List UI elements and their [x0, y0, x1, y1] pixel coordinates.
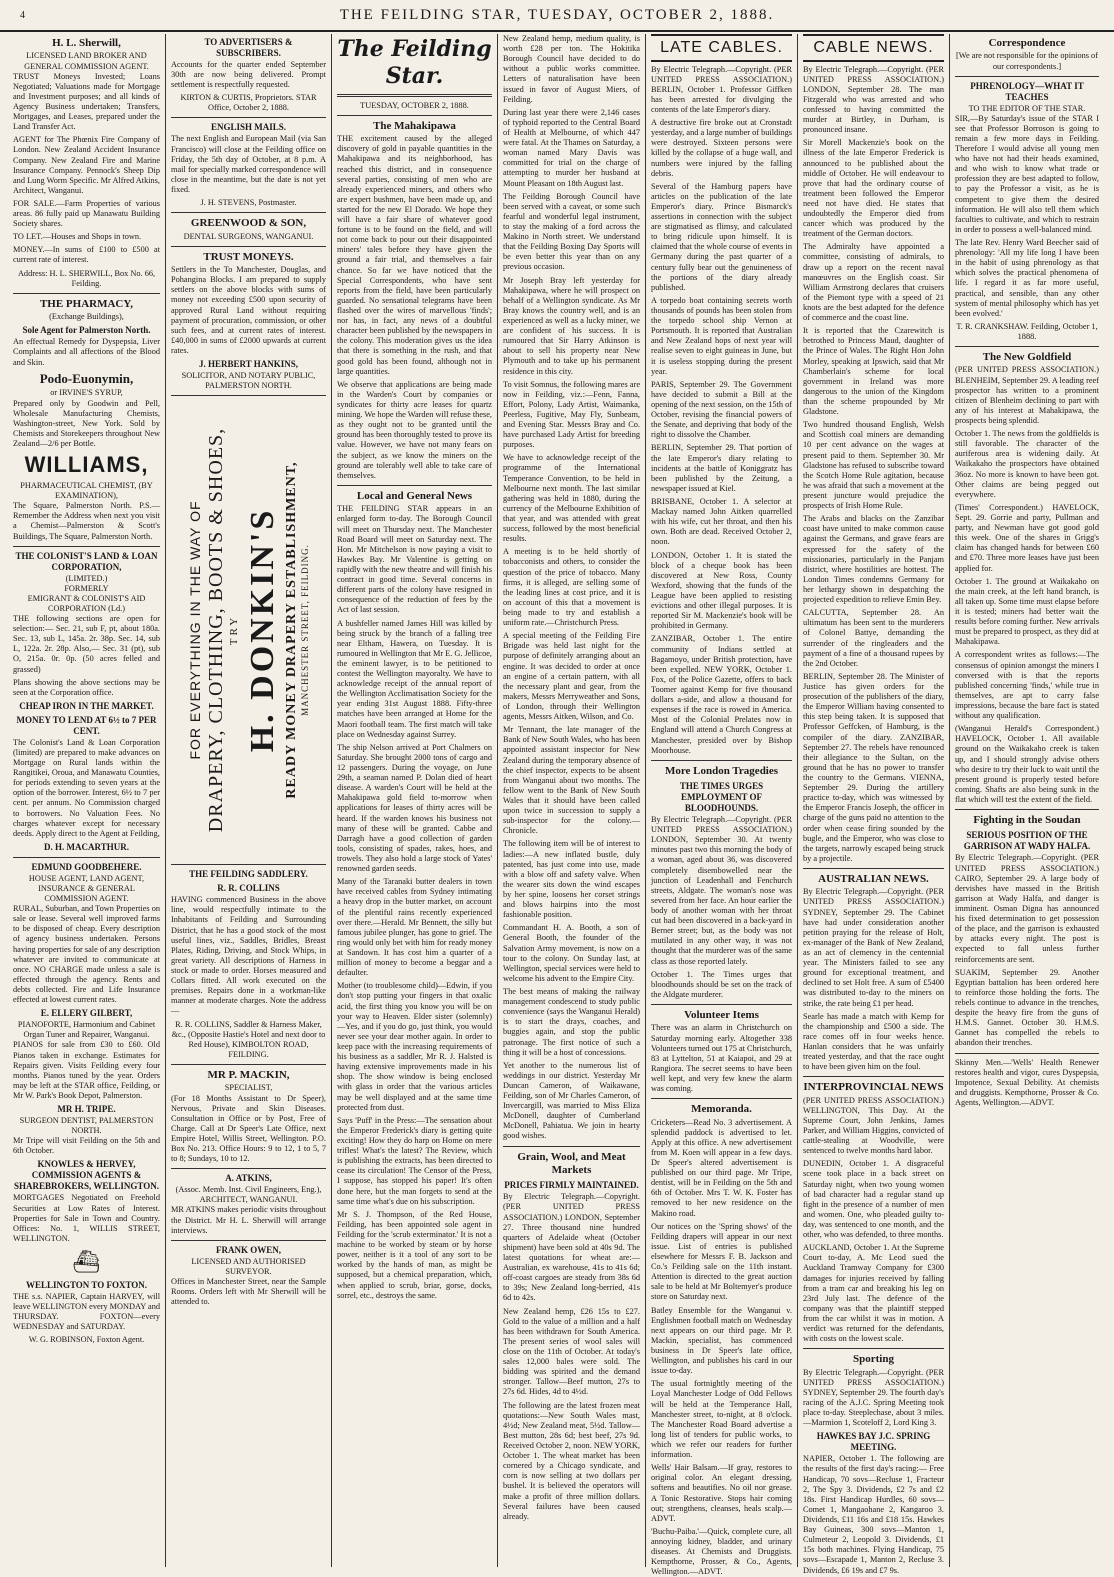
hankins-heading: J. HERBERT HANKINS, — [198, 359, 299, 370]
greenwood-heading: GREENWOOD & SON, — [190, 217, 307, 230]
pharmacy-text: An effectual Remedy for Dyspepsia, Liver Complaints and all affections of the Blood and Skin. — [13, 337, 160, 367]
atkins-heading: A. ATKINS, — [225, 1173, 272, 1184]
divider — [171, 395, 326, 396]
masthead-title: THE FEILDING STAR, TUESDAY, OCTOBER 2, 1888. — [339, 6, 775, 23]
phrenology-signature: T. R. CRANKSHAW. Feilding, October 1, 1888. — [956, 321, 1098, 341]
owen-heading: FRANK OWEN, — [216, 1244, 281, 1255]
tragedies-text-2: October 1. The Times urges that bloodhounds should be set on the track of the Aldgate murderer. — [651, 969, 792, 999]
goldfield-text-5: A correspondent writes as follows:—The consensus of opinion amongst the miners I conversed with is that the reports published concerning 'finds,' while true in themselves, are apt to carry false impressions, because the bare fact is stated without any qualification. — [955, 650, 1099, 721]
saddlery-signature: R. R. COLLINS, Saddler & Harness Maker, &c., (Opposite Hastie's Hotel and next door to Red House), KIMBOLTON ROAD, FEILDING. — [171, 1019, 326, 1059]
goodbehere-text: RURAL, Suburban, and Town Properties on sale or lease. Several well improved farms to be disposed of cheap. Every description of agency business undertaken. Persons having properties for sale of any description whatever are invited to communicate at once. NO CHARGE made unless a sale is effected through the agency. Rents and debts collected. Fire and Life Insurance effected at lowest current rates. — [13, 904, 160, 1005]
foxton-text: THE s.s. NAPIER, Captain HARVEY, will leave WELLINGTON every MONDAY and THURSDAY. FOXTON—every WEDNESDAY and SATURDAY. — [13, 1291, 161, 1332]
divider — [955, 1053, 1099, 1054]
local-news-text-7: Mr S. J. Thompson, of the Red House, Feilding, has been appointed sole agent in Feilding for the 'scrub exterminator.' It is not a machine to be worked by steam or by horse power, neither is it a tool of any sort to be worked by the hands of man, as might be supposed, but a chemical preparation, which, when applied to scrub, briar, gorse, docks, sorrel, etc., destroys the same. — [337, 1209, 492, 1300]
column-3 — [331, 34, 497, 1567]
saddlery-text: HAVING commenced Business in the above line, would respectfully intimate to the Inhabitants of Feilding and Surrounding District, that he has a good stock of the most useful lines, viz., Saddles, Bridles, Breast Plates, Riding, Driving, and Stock Whips, in great variety. All descriptions of Harness in stock or made to order. Horses measured and Collars fitted. All work executed on the premises. Repairs done in a workman-like manner at moderate charges. Note the address— — [171, 895, 326, 1016]
divider — [171, 1064, 326, 1065]
williams-subheading: PHARMACEUTICAL CHEMIST, (BY EXAMINATION), — [20, 480, 153, 501]
memoranda-text-5: Wells' Hair Balsam.—If gray, restores to original color. An elegant dressing, softens and beautifies. No oil nor grease. A Tonic Restorative. Stops hair coming out; strengthens, cleanses, heals scalp.—ADVT. — [651, 1463, 792, 1523]
goldfield-text-1: (PER UNITED PRESS ASSOCIATION.) BLENHEIM, September 29. A leading reef prospector has written to a prominent citizen of Blenheim declining to part with any of his interest at Mahakipawa, the prospects being splendid. — [955, 365, 1099, 426]
divider — [13, 857, 160, 858]
divider — [171, 1240, 326, 1241]
memoranda-heading: Memoranda. — [691, 1103, 752, 1116]
sporting-text-2: NAPIER, October 1. The following are the results of the first day's racing:— Free Handicap, 70 sovs—Recluse 1, Fracteur 2, The Spy 3. Dividends, £2 7s and £2 18s. First Handicap Hurdles, 60 sovs—Comet 1, Mangaohane 2, Kangaroo 3. Dividends, £11 16s and £18 15s. Hawkes Bay Guineas, 300 sovs—Manton 1, Culmeteur 2, Leopold 3. Dividends, £1 15s both machines. Flying Handicap, 75 sovs—Escapade 1, Manton 2, Recluse 3. Dividends, £6 19s and £7 9s. — [803, 1454, 944, 1575]
divider — [13, 293, 160, 294]
phrenology-heading: PHRENOLOGY—WHAT IT TEACHES — [970, 80, 1084, 102]
advertisers-signature: KIRTON & CURTIS, Proprietors. STAR Office, October 2, 1888. — [180, 93, 317, 113]
sherwill-name: H. L. Sherwill, — [52, 37, 121, 49]
tragedies-heading: More London Tragedies — [664, 764, 779, 777]
trust-moneys-text: Settlers in the To Manchester, Douglas, and Pohangina Blocks. I am prepared to supply settlers on the above blocks with sums of money not exceeding £500 upon security of approved Rural Land without requiring payment of procuration, commission, or other such fees, and at current rates of interest. £40,000 in sums of £2000 upwards at current rates. — [171, 265, 326, 356]
cable-news-text-6: The Arabs and blacks on the Zanzibar coast have united to make common cause against the Germans, and grave fears are expressed for the safety of the missionaries, particularly in the Panjam district, where hostilities are hottest. The London Times condemns Germany for her lethargy shown in despatching the projected expedition to relieve Emin Bey. — [803, 514, 944, 605]
cable-news-text-1: By Electric Telegraph.—Copyright. (PER UNITED PRESS ASSOCIATION.) LONDON, September 28. The man Fitzgerald who was arrested and who confessed to having committed the murder at Birtley, in Durham, is pronounced insane. — [803, 64, 944, 135]
local-news-text-1: THE FEILDING STAR appears in an enlarged form to-day. The Borough Council will meet on Thursday next. The Manchester Road Board will meet on Saturday next. The Hon. Mr Mitchelson is now paying a visit to Hawkes Bay. Mr Valentine is getting on rapidly with the new theatre and will finish his contract in good time. Several concerns in different parts of the colony have resigned in consequence of the reduction of fees by the Act of last session. — [337, 504, 492, 615]
podo-heading: Podo-Euonymin, — [39, 370, 134, 386]
memoranda-text-1: Cricketers—Read No. 3 advertisement. A splendid paddock is advertised to let. Apply at this office. A new advertisement from M. Koen will appear in a few days. Dr Speer's altered advertisement is published on our third page. Mr Tripe, dentist, will be in Feilding on the 5th and 6th of October. Mrs T. W. K. Foster has removed to her new residence on the Makino road. — [651, 1117, 792, 1218]
interprovincial-text-1: (PER UNITED PRESS ASSOCIATION.) WELLINGTON, This Day. At the Supreme Court, John Jenkins, James Parker, and William Higgins, convicted of cattle-stealing at Woodville, were sentenced to twelve months hard labor. — [803, 1095, 944, 1156]
sporting-heading: Sporting — [853, 1353, 894, 1366]
divider — [171, 246, 326, 247]
knowles-text: MORTGAGES Negotiated on Freehold Securities at Low Rates of Interest. Properties for Sale in Town and Country. Offices: No. 1, WILLIS STREET, WELLINGTON. — [13, 1193, 160, 1243]
owen-subheading: LICENSED AND AUTHORISED SURVEYOR. — [191, 1256, 306, 1276]
divider — [955, 76, 1099, 77]
divider — [171, 212, 326, 213]
tripe-text: Mr Tripe will visit Feilding on the 5th and 6th October. — [13, 1136, 160, 1156]
australian-news-text-2: Searle has made a match with Kemp for the championship and £500 a side. The race comes off in four weeks hence. Hanlan considers that he was unfairly treated yesterday, and that the race ought to have been given him on the foul. — [803, 1011, 944, 1072]
local-news-text-3: The ship Nelson arrived at Port Chalmers on Saturday. She brought 2000 tons of cargo and 12 passengers. During the voyage, on June 29th, a seaman named P. Dolan died of heart disease. A warden's Court will be held at the Mahakipawa gold field to-morrow when applications for leases of thirty acres will be heard. If the warden knows his business not many of these will be granted. Cabbe and Darragh have a good collection of garden tools, consisting of spades, rakes, hoes, and trowels. They also hold a large stock of Yates' renowned garden seeds. — [337, 742, 492, 874]
podo-text: Prepared only by Goodwin and Pell, Wholesale Manufacturing Chemists, Washington-street, New York. Sold by Chemists and Storekeepers throughout New Zealand—2/6 per Bottle. — [13, 398, 160, 449]
volunteer-text: There was an alarm in Christchurch on Saturday morning early. Altogether 338 Volunteers turned out 175 at Christchurch, 83 at Lyttelton, 51 at Kaiapoi, and 29 at Rangiora. The secret seems to have been well kept, and very few knew the alarm was coming. — [651, 1023, 792, 1094]
cables-text-1: By Electric Telegraph.—Copyright. (PER UNITED PRESS ASSOCIATION.) BERLIN, October 1. Professor Giffken has been arrested for divulging the contents of the late Emperor's diary. — [651, 64, 792, 114]
sherwill-text-5: MONEY.—In sums of £100 to £500 at current rate of interest. — [13, 245, 160, 265]
colonist-heading: THE COLONIST'S LAND & LOAN CORPORATION, — [15, 550, 158, 572]
knowles-heading: KNOWLES & HERVEY, COMMISSION AGENTS & SHAREBROKERS, WELLINGTON. — [14, 1159, 159, 1192]
markets-text-2: New Zealand hemp, £26 15s to £27. Gold to the value of a million and a half has been withdrawn for South America. The present series of wool sales will close on the 11th of October. At today's sales 12,000 bales were sold. The bidding was spirited and the demand stronger. Tallow—Beef mutton, 27s to 27s 6d. Hides, 4d to 4½d. — [503, 1306, 640, 1397]
markets-text-3: The following are the latest frozen meat quotations:—New South Wales mast, 4½d; New Zealand meat, 5½d. Tallow—Best mutton, 28s 6d; best beef, 27s 9d. Received October 2, noon. NEW YORK, October 1. The wheat market has been cornered by a Chicago syndicate, and corn is now selling at two dollars per bushel. It is believed the operators will make a profit of three million dollars. Several failures have been caused already. — [503, 1400, 640, 1521]
colonist-old-name: EMIGRANT & COLONIST'S AID CORPORATION (Ld.) — [27, 593, 146, 613]
colonist-text-1: THE following sections are open for selection:— Sec. 21, sub F, pt, about 180a. Sec. 13, sub L, 145a. 2r. 38p. Sec. 14, sub L, 122a. 2r. 28p. Also,— Sec. 31 (pt), sub O, 215a. 0r. 0p. (50 acres felled and grassed) — [13, 614, 160, 674]
sherwill-text-4: TO LET.—Houses and Shops in town. — [13, 232, 142, 242]
divider — [171, 1168, 326, 1169]
cheap-iron-heading: CHEAP IRON IN THE MARKET. — [19, 700, 154, 711]
local-news-text-2: A bushfeller named James Hill was killed by being struck by the branch of a falling tree near Eltham, Hawera, on Tuesday. It is rumoured in Wellington that Mr E. G. Jellicoe, the eminent lawyer, is to be petitioned to contest the Wellington mayoralty. We have to acknowledge receipt of the annual report of the Wellington Acclimatisation Society for the year ending 31st August 1888. Fifty-three matches have been arranged at Home for the Maori football team. The first match will take place on Wednesday against Surrey. — [337, 618, 492, 739]
cables-text-5: PARIS, September 29. The Government have decided to submit a Bill at the opening of the next session, on the 15th of October, revising the financial powers of the Senate, and depriving that body of the right to dissolve the Chamber. — [651, 379, 792, 440]
cable-news-heading: CABLE NEWS. — [803, 34, 944, 62]
divider — [651, 760, 792, 761]
newspaper-columns — [8, 34, 1106, 1577]
trust-moneys-heading: TRUST MONEYS. — [203, 250, 294, 263]
colonist-limited: (LIMITED.) — [65, 573, 108, 583]
atkins-text: MR ATKINS makes periodic visits throughout the District. Mr H. L. Sherwill will arrange interviews. — [171, 1205, 326, 1235]
goldfield-text-3: (Times' Correspondent.) HAVELOCK, Sept. 29. Gorrie and party, Pullman and party, and Newman have got good gold this week. One of the shares in Grigg's claim has changed hands for between £60 and £70. Three more leases have just been applied for. — [955, 502, 1099, 573]
local-news-text-6: Says 'Puff' in the Press:—The sensation about the Emperor Frederick's diary is getting quite exciting! How they do harp on Home on mere trifles! What's the latest? The Review, which is publishing the extracts, has been directed to cease its circulation! The Censor of the Press, I suppose, has stopped his paper! It's often done here, but the man forgets to send at the same time what's due on his subscription. — [337, 1115, 492, 1206]
donkin-line-2: DRAPERY, CLOTHING, BOOTS & SHOES, — [204, 428, 227, 833]
donkin-line-5: READY MONEY DRAPERY ESTABLISHMENT, — [283, 461, 299, 799]
divider — [651, 1004, 792, 1005]
saddlery-heading: THE FEILDING SADDLERY. — [189, 869, 308, 880]
williams-heading: WILLIAMS, — [24, 452, 149, 478]
greenwood-subheading: DENTAL SURGEONS, WANGANUI. — [183, 231, 314, 241]
colonist-text-3: The Colonist's Land & Loan Corporation (limited) are prepared to make advances on Mortgage on Rural lands within the Rangitikei, Oroua, and Manawatu Counties, for periods extending to seven years at the option of the borrower. Interest, 6½ to 7 per cent. per annum. No Commission charged to borrowers. No Valuation Fees. No charges whatever except for necessary deeds. Apply direct to the Agent at Feilding, — [13, 737, 160, 838]
volunteer-heading: Volunteer Items — [684, 1009, 759, 1022]
mails-text: The next English and European Mail (via San Francisco) will close at the Feilding office on Friday, the 5th day of October, at 8 p.m. A mail for specially marked correspondence will close in the meantime, but the date is not yet fixed. — [171, 134, 326, 194]
tripe-subheading: SURGEON DENTIST, PALMERSTON NORTH. — [19, 1116, 154, 1136]
gilbert-subheading: PIANOFORTE, Harmonium and Cabinet Organ Tuner and Repairer, Wanganui. — [17, 1020, 156, 1040]
hankins-subheading: SOLICITOR, AND NOTARY PUBLIC, PALMERSTON NORTH. — [181, 371, 316, 391]
news-text-11: Commandant H. A. Booth, a son of General Booth, the founder of the Salvation Army movement, is now on a tour to the colony. On Sunday last, at Wellington, special services were held to welcome his advent to the Empire City. — [503, 923, 640, 983]
divider — [651, 1098, 792, 1099]
news-text-13: Yet another to the numerous list of weddings in our district. Yesterday Mr Duncan Cameron, of Waikawane, Feilding, son of Mr Charles Cameron, of Invercargill, was married to Miss Eliza McDonell, daughter of Cumberland McDonell, Pahiatua. We join in hearty good wishes. — [503, 1060, 640, 1141]
goodbehere-subheading: HOUSE AGENT, LAND AGENT, INSURANCE & GENERAL COMMISSION AGENT. — [28, 873, 145, 904]
news-text-1: New Zealand hemp, medium quality, is worth £28 per ton. The Hokitika Borough Council have decided to do without a public works committee. Letters of naturalisation have been issued in favor of August Miers, of Feilding. — [503, 34, 640, 104]
correspondence-heading: Correspondence — [988, 37, 1066, 49]
divider — [955, 346, 1099, 347]
pharmacy-agent: Sole Agent for Palmerston North. — [22, 325, 151, 336]
news-text-5: To visit Somnus, the following mares are now in Feilding, viz.:—Fenn, Fanna, Effort, Polony, Lady Artist, Waimanka, Peerless, Fugitive, May Fly, Sunbeam, and Evening Star. Messrs Bray and Co. have purchased Lady Artist for breeding purposes. — [503, 379, 640, 450]
colonist-formerly: FORMERLY — [64, 583, 109, 593]
soudan-subheading: SERIOUS POSITION OF THE GARRISON AT WADY HALFA. — [963, 830, 1091, 852]
donkin-advertisement — [171, 400, 326, 860]
donkin-line-1: FOR EVERYTHING IN THE WAY OF — [186, 500, 203, 760]
correspondence-note: [We are not responsible for the opinions of our correspondents.] — [956, 51, 1098, 71]
divider — [803, 868, 944, 869]
cables-text-7: BRISBANE, October 1. A selector at Mackay named John Aitken quarrelled with his wife, cut her throat, and then his own. Both are dead. Received October 2, noon. — [651, 497, 792, 547]
cable-news-text-3: The Admiralty have appointed a committee, consisting of admirals, to draw up a report on the recent naval manœuvres on the English coast. Sir William Armstrong declares that cruisers of the Piemont type with a speed of 21 knots are the best adapted for the defence of commerce and the coast line. — [803, 242, 944, 323]
divider — [803, 1076, 944, 1077]
mails-signature: J. H. STEVENS, Postmaster. — [200, 198, 297, 208]
gilbert-text: PIANOS for sale from £30 to £60. Old Pianos taken in exchange. Estimates for Repairs given. Visits Feilding every four months. Pianos tuned by the year. Orders may be left at the STAR office, Feilding, or Mr W. Park's Book Depot, Palmerston. — [13, 1040, 160, 1100]
news-text-8: A special meeting of the Feilding Fire Brigade was held last night for the purpose of definitely arranging about an engine. It was decided to order at once an engine of a certain pattern, with all the necessary plant and gear, from the makers, Messrs Merryweather and Sons, of London, through their Wellington agents, Messrs Aitken, Wilson, and Co. — [503, 631, 640, 722]
advertisers-heading: TO ADVERTISERS & SUBSCRIBERS. — [204, 37, 293, 58]
phrenology-text-1: SIR,—By Saturday's issue of the STAR I see that Professor Borroson is going to remain a few more days in Feilding. Therefore I would advise all young men who have not had their heads examined, and who wish to know what trade or profession they are best adapted to follow, to pay the Professor a visit, as he is competent to give them the desired information. He will also tell them which faculties to cultivate, and which to restrain in order to possess a well-balanced mind. — [955, 113, 1099, 234]
column-2 — [165, 34, 331, 1567]
goldfield-text-6: (Wanganui Herald's Correspondent.) HAVELOCK, October 1. All available ground on the Waikakaho creek is taken up, and I should strongly advise others who desire to try their luck to wait until the present ground is properly tested before coming. Shafts are also being sunk in the flat which will test the extent of the field. — [955, 724, 1100, 804]
news-text-4: Mr Joseph Bray left yesterday for Mahakipawa, where he will prospect on behalf of a Wellington syndicate. As Mr Bray knows the country well, and is an experienced as well as a lucky miner, we are confident of his success. It is rumoured that Sir Harry Atkinson is about to sell his property near New Plymouth and to take up his permanent residence in this city. — [503, 275, 640, 376]
williams-text: The Square, Palmerston North. P.S.—Remember the Address when next you visit a Chemist—Palmerston & Scott's Buildings, The Square, Palmerston North. — [13, 501, 160, 541]
divider — [503, 1146, 640, 1147]
mackin-text: (For 18 Months Assistant to Dr Speer), Nervous, Private and Skin Diseases. Consultation in Office or by Post, Free of Charge. Call at Dr Speer's Late Office, next Empire Hotel, Willis Street, Wellington. P.O. Box No. 213. Office Hours: 9 to 12, 1 to 5, 7 to 8; Sundays, 10 to 12. — [171, 1093, 326, 1164]
cable-news-text-4: It is reported that the Czarewitch is betrothed to Princess Maud, daughter of the Prince of Wales. The Right Hon John Morley, speaking at Ipswich, said that Mr Chamberlain's scheme for local government in Ireland was more dangerous to the union of the Kingdom than the scheme propounded by Mr Gladstone. — [803, 326, 944, 417]
editorial-heading: The Mahakipawa — [373, 119, 456, 132]
phrenology-to-editor: TO THE EDITOR OF THE STAR. — [968, 103, 1086, 113]
markets-text-1: By Electric Telegraph.—Copyright. (PER UNITED PRESS ASSOCIATION.) LONDON, September 27. Three thousand nine hundred quarters of Adelaide wheat (October shipment) have been sold at 40s 9d. The latest quotations for wheat are:—Australian, ex warehouse, 41s to 41s 6d; off-coast cargoes are steady from 38s 6d to 39s; New Zealand long-berried, 41s 6d to 42s. — [503, 1192, 640, 1303]
soudan-text-1: By Electric Telegraph.—Copyright. (PER UNITED PRESS ASSOCIATION.) CAIRO, September 29. A large body of dervishes have massed in the British garrison at Wady Halfa, and danger is imminent. Osman Digna has announced his fixed determination to get possession of the place, and the garrison is exhausted by attacks every night. The post is expected to fall unless further reinforcements are sent. — [955, 853, 1099, 964]
podo-subheading: or IRVINE'S SYRUP, — [50, 388, 123, 398]
divider — [803, 1348, 944, 1349]
donkin-line-6: MANCHESTER STREET, FEILDING. — [299, 544, 310, 717]
owen-text: Offices in Manchester Street, near the Sample Rooms. Orders left with Mr Sherwill will be attended to. — [171, 1276, 326, 1307]
mails-heading: ENGLISH MAILS. — [210, 122, 287, 133]
colonist-text-2: Plans showing the above sections may be seen at the Corporation office. — [13, 677, 160, 697]
sherwill-text-1: TRUST Moneys Invested; Loans Negotiated; Valuations made for Mortgage and Investment purposes; and all kinds of Agency Business undertaken; Transfers, Mortgages, and Leases, prepared under the Land Transfer Act. — [13, 71, 160, 132]
goodbehere-heading: EDMUND GOODBEHERE. — [31, 861, 142, 872]
news-text-9: Mr Tennant, the late manager of the Bank of New South Wales, who has been appointed assistant inspector for New Zealand during the temporary absence of the chief inspector, expects to be absent from Wanganui about two months. The fellow went to the Bank of New South Wales that it should have been called upon twice in succession to supply a sub-inspector for the colony.—Chronicle. — [503, 725, 640, 836]
pharmacy-subheading: (Exchange Buildings), — [49, 312, 124, 322]
australian-news-text-1: By Electric Telegraph.—Copyright. (PER UNITED PRESS ASSOCIATION.) SYDNEY, September 29. The Cabinet have had under consideration another petition praying for the release of Holt, ex-manager of the Bank of New Zealand, as an act of clemency in the centennial year. The Ministers failed to see any ground for exceptional treatment, and declined to set Holt free. A sum of £5400 was distributed to-day to the miners on strike, the rate being £1 per head. — [803, 887, 944, 1008]
markets-heading: Grain, Wool, and Meat Markets — [517, 1150, 626, 1176]
cables-text-8: LONDON, October 1. It is stated the block of a cheque book has been discovered at New Ross, County Wexford, showing that the funds of the League have been applied to resisting evictions and other illegal purposes. It is reported Sir M. Mackenzie's book will be prohibited in Germany. — [651, 550, 792, 631]
cables-text-4: A torpedo boat containing secrets worth thousands of pounds has been stolen from the torpedo school ship Vernon at Portsmouth. It is reported that Australian and New Zealand hops of next year will realise seven to eight guineas in June, but it is useless stopping during the present year. — [651, 295, 792, 376]
goldfield-heading: The New Goldfield — [982, 351, 1072, 364]
sherwill-text-3: FOR SALE.—Farm Properties of various areas. 86 fully paid up Manawatu Building Society shares. — [13, 198, 160, 229]
divider — [13, 546, 160, 547]
column-4 — [497, 34, 645, 1567]
hawkes-bay-heading: HAWKES BAY J.C. SPRING MEETING. — [816, 1431, 931, 1453]
memoranda-text-4: The usual fortnightly meeting of the Loyal Manchester Lodge of Odd Fellows will be held at the Temperance Hall, Manchester street, to-night, at 8 o'clock. The Manchester Road Board advertise a long list of tenders for public works, to which we refer our readers for further information. — [651, 1379, 792, 1460]
goldfield-text-2: October 1. The news from the goldfields is still favorable. The character of the auriferous area is widening daily. At Waikakaho the prospectors have obtained 36oz. No more is known to have been got. Other claims are being pegged out everywhere. — [955, 429, 1099, 499]
cable-news-text-5: Two hundred thousand English, Welsh and Scottish coal miners are demanding 10 per cent advance on the wages at present paid to them. September 30. Mr Gladstone has refused to subscribe toward the Scotch Home Rule agitation, because he was afraid that such a movement at the present juncture would prejudice the prospects of Irish Home Rule. — [803, 420, 944, 511]
divider — [171, 864, 326, 865]
news-text-2: During last year there were 2,146 cases of typhoid reported to the Central Board of Health at Melbourne, of which 447 were fatal. At the Thames on Saturday, a woman named Mary Davis was committed for trial on the charge of attempting to murder her husband at Mount Pleasant on 18th August last. — [503, 107, 640, 188]
masthead — [0, 0, 1114, 32]
cables-text-3: Several of the Hamburg papers have articles on the publication of the late Emperor's diary. Prince Bismarck's assertions in connection with the subject are stigmatised as flimsy, and calculated to bring ridicule upon himself. It is claimed that the whole course of events in Germany during the past quarter of a century fully bear out the genuineness of the portions of the diary already published. — [651, 181, 792, 292]
news-text-10: The following item will be of interest to ladies:—A new inflated bustle, duly patented, has just come into use, made with a blow off and safety valve. When the wearer sits down the wind escapes by her spine, loosens her corset strings and blows hairpins into the most fashionable position. — [503, 839, 640, 920]
divider — [337, 115, 492, 116]
cable-news-text-8: BERLIN, September 28. The Minister of Justice has given orders for the prosecution of the publishers of the diary, the Emperor William having consented to this step being taken. It is supposed that Professor Geffcken, of Hamburg, is the compiler of the diary. ZANZIBAR, September 27. The rebels have renounced their allegiance to the Sultan, on the ground that he has no power to transfer the country to the Germans. VIENNA, September 29. During the artillery practice to-day, which was witnessed by the Emperor Francis Joseph, the officer in charge of the guns paid no attention to the order when cease firing sounded by the bugle, and the Emperor, who was close to the targets, narrowly escaped being struck by a projectile. — [803, 671, 944, 863]
macarthur-signature: D. H. MACARTHUR. — [44, 841, 129, 852]
australian-news-heading: AUSTRALIAN NEWS. — [818, 872, 929, 885]
sherwill-subtitle: GENERAL COMMISSION AGENT. — [24, 61, 149, 71]
divider — [171, 117, 326, 118]
steamship-icon: ⛴ — [72, 1248, 101, 1274]
page-number: 4 — [20, 9, 27, 21]
sherwill-address: Address: H. L. SHERWILL, Box No. 66, Feilding. — [17, 268, 156, 288]
soudan-heading: Fighting in the Soudan — [973, 814, 1081, 827]
markets-subheading: PRICES FIRMLY MAINTAINED. — [504, 1180, 639, 1191]
local-news-text-5: Mother (to troublesome child)—Edwin, if you don't stop putting your fingers in that oxalic acid, the first thing you know you will be on your way to Heaven. Elder sister (solemnly)—Yes, and if you do go, just think, you would never see your dear mother again. In order to keep pace with the increasing requirements of his business as a saddler, Mr R. J. Halsted is having extensive improvements made in his shop. The show window is being enclosed with glass in order that the various articles may be well displayed and at the same time protected from dust. — [337, 981, 492, 1112]
issue-date: TUESDAY, OCTOBER 2, 1888. — [360, 100, 469, 110]
goldfield-text-4: October 1. The ground at Waikakaho on the main creek, at the left hand branch, is all taken up. Some time must elapse before it is tested; miners had better wait the results before coming further. New arrivals must be prepared to prospect, as they did at Mahakipawa. — [955, 576, 1100, 647]
advertisers-text: Accounts for the quarter ended September 30th are now being delivered. Prompt settlement is respectfully requested. — [171, 59, 326, 90]
sherwill-text-2: AGENT for The Phœnix Fire Company of London. New Zealand Accident Insurance Company. New Zealand Fire and Marine Insurance Company. Pennock's Sheep Dip and Lung Worm Specific. Mr Alfred Atkins, Architect, Wanganui. — [13, 135, 160, 195]
memoranda-text-3: Batley Ensemble for the Wanganui v. Englishmen football match on Wednesday next appears on our third page. Mr P. Mackin, specialist, has commenced business in Dr Speer's late office, Wellington, and publishes his card in our issue to-day. — [651, 1305, 792, 1376]
tripe-heading: MR H. TRIPE. — [57, 1104, 116, 1115]
donkin-line-4: H. DONKIN'S — [243, 508, 281, 753]
local-news-text-4: Many of the Taranaki butter dealers in town have received cables from Sydney intimating a heavy drop in the butter market, on account of the plentiful rains recently experienced over there.—Herald. Mr Bennett, the silly but famous jubilee plunger, has gone to grief. The ring would only bet with him for ready money at Sandown. It has cost him a quarter of a million of money to become a beggar and a defaulter. — [337, 877, 492, 978]
foxton-signature: W. G. ROBINSON, Foxton Agent. — [28, 1335, 145, 1345]
memoranda-text-6: 'Buchu-Paiba.'—Quick, complete cure, all annoying kidney, bladder, and urinary diseases. At Chemists and Druggists. Kempthorne, Prosser, & Co., Agents, Wellington.—ADVT. — [651, 1526, 792, 1577]
local-news-heading: Local and General News — [356, 489, 473, 502]
divider — [955, 809, 1099, 810]
sporting-text-1: By Electric Telegraph.—Copyright. (PER UNITED PRESS ASSOCIATION.) SYDNEY, September 29. The fourth day's racing of the A.J.C. Spring Meeting took place to-day. Steeplechase, about 3 miles.—Marmion 1, Scoteloff 2, Lord King 3. — [803, 1367, 944, 1428]
tragedies-subheading: THE TIMES URGES EMPLOYMENT OF BLOODHOUNDS. — [679, 781, 764, 814]
newspaper-title: The Feilding Star. — [337, 36, 492, 89]
editorial-text-2: We observe that applications are being made in the Warden's Court by companies or syndicates for thirty acre leases for quartz mining. We hope the Warden will refuse these, as they ought not to be granted until the ground has been thoroughly tested to prove its value. However, we have not many fears on the subject, as we know the miners on the ground are tolerably well able to take care of themselves. — [337, 379, 492, 480]
saddlery-name: R. R. COLLINS — [217, 883, 280, 894]
tragedies-text-1: By Electric Telegraph.—Copyright. (PER UNITED PRESS ASSOCIATION.) LONDON, September 30. At twenty minutes past two this morning the body of a woman, aged about 36, was discovered completely disembowelled near the junction of Leadenhall and Fenchurch streets, Aldgate. The woman's nose was severed from her face. An hour earlier the body of another woman with her throat cut had been discovered in a back-yard in Berner street; but, as the body was not mutilated in any other way, it was not thought that the murderer was of the same class as those reported lately. — [651, 815, 792, 966]
interprovincial-text-2: DUNEDIN, October 1. A disgraceful scene took place in a back street on Saturday night, when two young women of bad character had a regular stand up fight in the presence of a number of men and women. One, who pleaded guilty to-day, was sentenced to one month, and the other, who was defended, to three months. — [803, 1159, 944, 1240]
phrenology-text-2: The late Rev. Henry Ward Beecher said of phrenology: 'All my life long I have been in the habit of using phrenology as that which solves the practical phenomena of life. I regard it as far more useful, practical, and sensible, than any other system of mental philosophy which has yet been evolved.' — [955, 237, 1099, 318]
interprovincial-heading: INTERPROVINCIAL NEWS — [803, 1081, 944, 1094]
mackin-subheading: SPECIALIST, — [224, 1083, 273, 1093]
cable-news-text-2: Sir Morell Mackenzie's book on the illness of the late Emperor Frederick is announced to be published about the middle of October. He will endeavour to prove that had the ordinary course of treatment been followed the Emperor need not have died. He states that undoubtedly the Emperor died from cancer which was produced by the treatment of the German doctors. — [803, 138, 944, 239]
news-text-3: The Feilding Borough Council have been served with a caveat, or some such fearful and wonderful legal instrument, to stay the making of a ford across the Makino in North street. We understand that the Feilding Boxing Day Sports will be even better this year than on any previous occasion. — [503, 191, 640, 272]
column-5 — [645, 34, 797, 1577]
pharmacy-heading: THE PHARMACY, — [39, 297, 134, 310]
news-text-6: We have to acknowledge receipt of the programme of the International Temperance Convention, to be held in Melbourne next month. The last similar gathering was held in 1880, during the currency of the Melbourne Exhibition of that year, and was attended with great success, followed by the most beneficial results. — [503, 453, 640, 544]
foxton-heading: WELLINGTON TO FOXTON. — [25, 1279, 148, 1290]
column-1 — [8, 34, 165, 1567]
divider — [337, 94, 492, 97]
sherwill-title: LICENSED LAND BROKER AND — [26, 51, 147, 61]
soudan-text-2: SUAKIM, September 29. Another Egyptian battalion has been ordered here to reinforce those holding the forts. The rebels continue to advance in the trenches, despite the heavy fire from the guns of H.M.S. Gannet. October 30. H.M.S. Gannet has compelled the rebels to abandon their trenches. — [955, 967, 1099, 1048]
money-to-lend-heading: MONEY TO LEND AT 6½ to 7 PER CENT. — [16, 714, 157, 736]
advert-text: Skinny Men.—'Wells' Health Renewer restores health and vigor, cures Dyspepsia, Impotence, Sexual Debility. At chemists and druggists. Kempthorne, Prosser & Co. Agents, Wellington.—ADVT. — [955, 1057, 1099, 1107]
news-text-7: A meeting is to be held shortly of tobacconists and others, to consider the question of the price of tobacco. Many firms, it is alleged, are selling some of the leading lines at cost price, and it is on account of this that a movement is being made to try and establish a uniform rate.—Christchurch Press. — [503, 547, 640, 628]
donkin-line-3: TRY — [227, 615, 240, 646]
cables-text-2: A destructive fire broke out at Cronstadt yesterday, and a large number of buildings were destroyed. Sixteen persons were killed by the collapse of a huge wall, and numbers were injured by the falling debris. — [651, 118, 793, 178]
divider — [337, 485, 492, 486]
atkins-subheading: (Assoc. Memb. Inst. Civil Engineers, Eng.), ARCHITECT, WANGANUI. — [175, 1185, 322, 1205]
memoranda-text-2: Our notices on the 'Spring shows' of the Feilding drapers will appear in our next issue. List of entries is published elsewhere for Messrs F. B. Jackson and Co.'s Feilding sale on the 11th instant. Attention is directed to the great auction sale to be held at Mr Boltemyer's produce store on Saturday next. — [651, 1221, 792, 1302]
cables-text-6: BERLIN, September 29. That portion of the late Emperor's diary relating to incidents at the battle of Koniggratz has been published by the Zeitung, a newspaper issued at Kiel. — [651, 443, 792, 493]
column-6 — [797, 34, 949, 1575]
late-cables-heading: LATE CABLES. — [651, 34, 792, 62]
gilbert-heading: E. ELLERY GILBERT, — [40, 1008, 133, 1019]
cable-news-text-7: CALCUTTA, September 28. An ultimatum has been sent to the murderers of Colonel Battye, demanding the surrender of the ringleaders and the payment of a fine of a thousand rupees by the 2nd October. — [803, 608, 944, 668]
mackin-heading: MR P. MACKIN, — [207, 1069, 290, 1081]
editorial-text-1: THE excitement caused by the alleged discovery of gold in payable quantities in the Mahakipawa and its neighborhood, has reached this district, and in consequence several parties, consisting of men who are already experienced miners, and others who are expert bushmen, have been made up, and started for the new El Dorado. We hope they will have a fair share of whatever good fortune is to be found on the field, and will not come back to pour out their disappointed miners' tales before they have given the ground a fair trial, and themselves a fair chance. So far we have noticed that the Special Correspondents, who have sent reports from the field, have been particularly guarded. No sensational telegrams have been flashed over the wires of marvellous 'finds'; nor has, in fact, any news of a doubtful character been published by the newspapers in the colony. This moderation gives us the idea that there is something in the rush, and that good gold has been found, although not in large quantities. — [337, 134, 492, 376]
interprovincial-text-3: AUCKLAND, October 1. At the Supreme Court to-day, A. Mc Leod sued the Auckland Tramway Company for £300 damages for injuries received by falling from a tram car and breaking his leg on 23rd July last. The defence of the company was that the plaintiff stepped from the car whilst it was in motion. A verdict was returned for the defendants, with costs on the lowest scale. — [803, 1243, 944, 1344]
news-text-12: The best means of making the railway management condescend to study public convenience (says the Wanganui Herald) is to start the drays, coaches, and buggies again, and stop the public patronage. The first notice of such a thing it will be a host of concessions. — [503, 986, 640, 1057]
column-7 — [949, 34, 1104, 1567]
cables-text-9: ZANZIBAR, October 1. The entire community of Indians settled at Bagamoyo, under British protection, have been expelled. NEW YORK, October 1. Fox, of the Police Gazette, offers to back Toomer against Kemp for five thousand dollars a-side, and allow a thousand for expenses if the race is rowed in America. Most of the Colonial Prelates now in England will attend a Church Congress at Manchester, presided over by Bishop Moorhouse. — [651, 634, 792, 755]
